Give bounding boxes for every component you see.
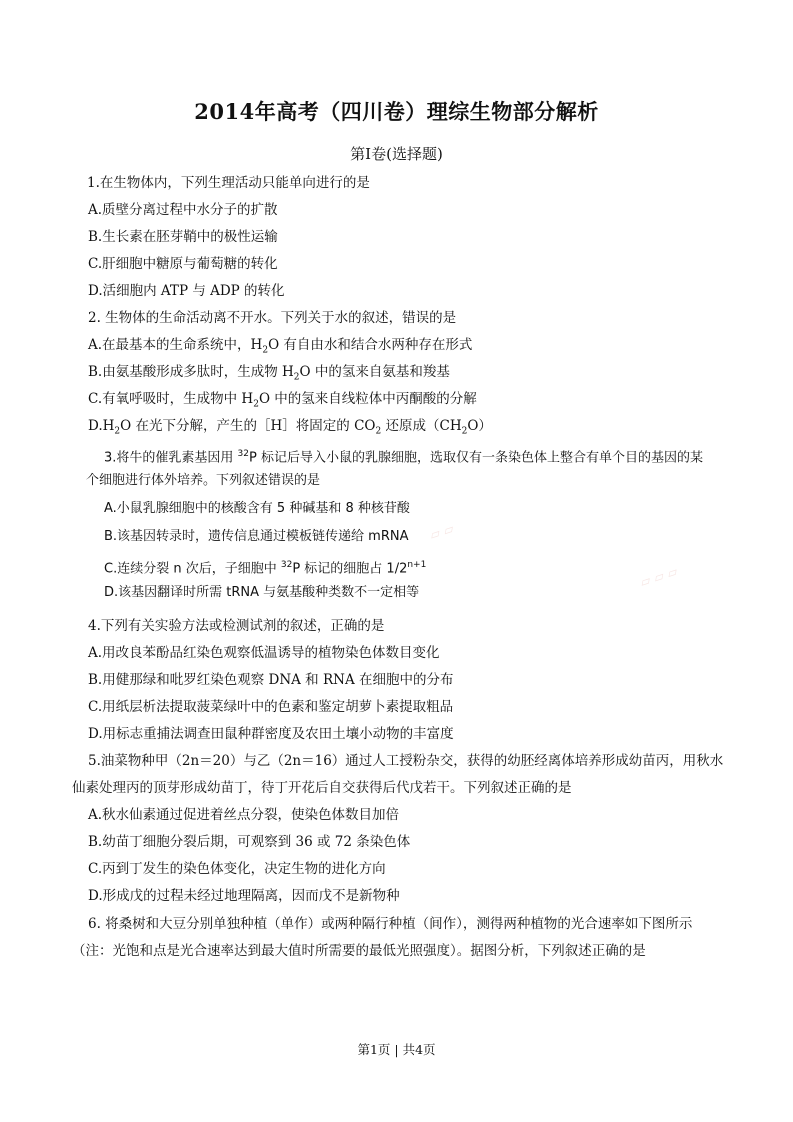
question-1-stem: 1.在生物体内，下列生理活动只能单向进行的是: [87, 175, 370, 191]
question-5-option-c: C.丙到丁发生的染色体变化，决定生物的进化方向: [88, 861, 386, 877]
watermark-mark: ▱ ▱: [428, 521, 456, 544]
question-4-option-b: B.用健那绿和吡罗红染色观察 DNA 和 RNA 在细胞中的分布: [88, 672, 454, 688]
question-4-option-d: D.用标志重捕法调查田鼠种群密度及农田土壤小动物的丰富度: [88, 726, 454, 742]
question-1-option-c: C.肝细胞中糖原与葡萄糖的转化: [88, 256, 278, 272]
question-3-option-c: C.连续分裂 n 次后，子细胞中 $^{32}$P 标记的细胞占 $1/2^{n+1}$: [104, 560, 427, 577]
question-3-option-d: D.该基因翻译时所需 tRNA 与氨基酸种类数不一定相等: [104, 585, 420, 600]
watermark-mark: ▱ ▱ ▱: [638, 564, 680, 591]
question-3-option-b: B.该基因转录时，遗传信息通过模板链传递给 mRNA: [104, 529, 409, 544]
question-5-option-d: D.形成戊的过程未经过地理隔离，因而戊不是新物种: [88, 888, 400, 904]
question-5-stem-line-1: 5.油菜物种甲（2n＝20）与乙（2n＝16）通过人工授粉杂交，获得的幼胚经离体培养形成幼苗丙，用秋水: [88, 753, 724, 769]
question-2-option-b: B.由氨基酸形成多肽时，生成物 $H_2O$ 中的氢来自氨基和羧基: [88, 364, 450, 383]
question-5-option-a: A.秋水仙素通过促进着丝点分裂，使染色体数目加倍: [88, 807, 400, 823]
question-5-stem-line-2: 仙素处理丙的顶芽形成幼苗丁，待丁开花后自交获得后代戊若干。下列叙述正确的是: [72, 780, 572, 796]
question-6-stem-line-2: （注：光饱和点是光合速率达到最大值时所需要的最低光照强度）。据图分析，下列叙述正确的是: [72, 943, 646, 959]
question-2-option-c: C.有氧呼吸时，生成物中 $H_2O$ 中的氢来自线粒体中丙酮酸的分解: [88, 391, 477, 410]
question-4-stem: 4.下列有关实验方法或检测试剂的叙述，正确的是: [88, 618, 385, 634]
question-2-option-a: A.在最基本的生命系统中，$H_2O$ 有自由水和结合水两种存在形式: [88, 337, 473, 356]
question-1-option-a: A.质壁分离过程中水分子的扩散: [88, 202, 278, 218]
question-1-option-d: D.活细胞内 ATP 与 ADP 的转化: [88, 283, 285, 299]
question-4-option-a: A.用改良苯酚品红染色观察低温诱导的植物染色体数目变化: [88, 645, 440, 661]
question-3-stem-line-2: 个细胞进行体外培养。下列叙述错误的是: [86, 473, 321, 488]
section-heading: 第Ⅰ卷(选择题): [350, 145, 443, 163]
question-3-option-a: A.小鼠乳腺细胞中的核酸含有 5 种碱基和 8 种核苷酸: [104, 501, 410, 516]
question-1-option-b: B.生长素在胚芽鞘中的极性运输: [88, 229, 278, 245]
question-2-stem: 2. 生物体的生命活动离不开水。下列关于水的叙述，错误的是: [88, 310, 457, 326]
question-2-option-d: $D.H_2O$ 在光下分解，产生的［H］将固定的 $CO_2$ 还原成$(CH_2O)$: [88, 418, 492, 437]
page-title: 2014年高考（四川卷）理综生物部分解析: [194, 99, 599, 124]
question-5-option-b: B.幼苗丁细胞分裂后期，可观察到 36 或 72 条染色体: [88, 834, 411, 850]
question-6-stem-line-1: 6. 将桑树和大豆分别单独种植（单作）或两种隔行种植（间作），测得两种植物的光合速率如下图所示: [88, 916, 693, 932]
page-footer: 第1页 | 共4页: [357, 1042, 436, 1057]
question-3-stem-line-1: 3.将牛的催乳素基因用 $^{32}$P 标记后导入小鼠的乳腺细胞，选取仅有一条染色体上整合有单个目的基因的某: [104, 449, 703, 466]
question-4-option-c: C.用纸层析法提取菠菜绿叶中的色素和鉴定胡萝卜素提取粗品: [88, 699, 454, 715]
